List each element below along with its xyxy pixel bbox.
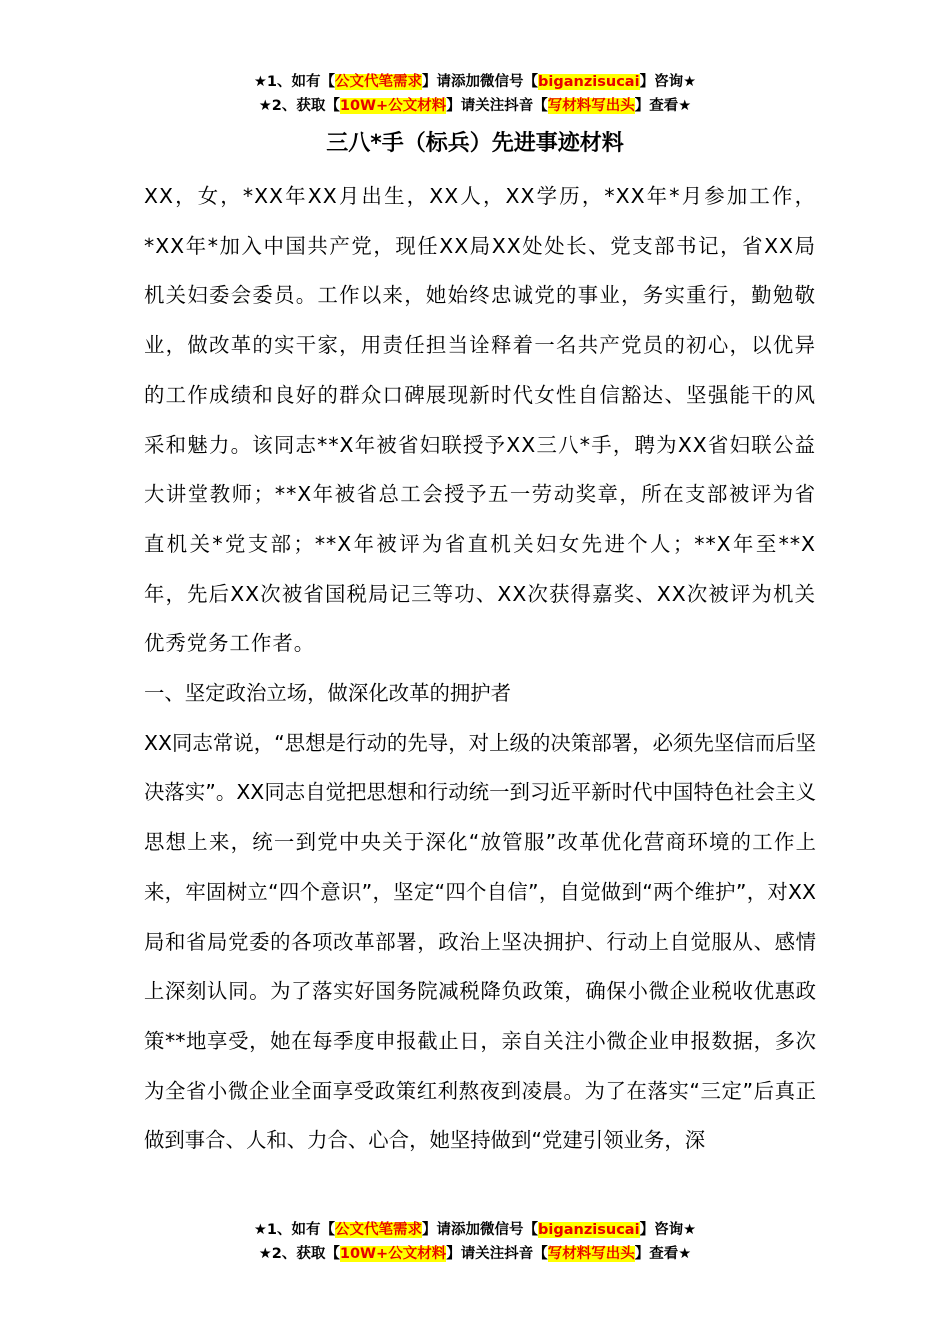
document-body — [144, 172, 816, 1166]
body-paragraph: XX同志常说，“思想是行动的先导，对上级的决策部署，必须先坚信而后坚决落实”。XX同志自觉把思想和行动统一到习近平新时代中国特色社会主义思想上来，统一到党中央关于深化“放管服”改革优化营商环境的工作上来，牢固树立“四个意识”，坚定“四个自信”，自觉做到“两个维护”，对XX局和省局党委的各项改革部署，政治上坚决拥护、行动上自觉服从、感情上深刻认同。为了落实好国务院减税降负政策，确保小微企业税收优惠政策**地享受，她在每季度申报截止日，亲自关注小微企业申报数据，多次为全省小微企业全面享受政策红利熬夜到凌晨。为了在落实“三定”后真正做到事合、人和、力合、心合，她坚持做到“党建引领业务，深 — [144, 730, 816, 1153]
promo-highlight: 公文代笔需求 — [335, 74, 423, 90]
promo-text: 】请关注抖音【 — [446, 1246, 548, 1262]
promo-highlight: biganzisucai — [538, 1222, 640, 1238]
promo-text: 】请关注抖音【 — [446, 98, 548, 114]
body-paragraph: XX，女，*XX年XX月出生，XX人，XX学历，*XX年*月参加工作，*XX年*加入中国共产党，现任XX局XX处处长、党支部书记，省XX局机关妇委会委员。工作以来，她始终忠诚党的事业，务实重行，勤勉敬业，做改革的实干家，用责任担当诠释着一名共产党员的初心，以优异的工作成绩和良好的群众口碑展现新时代女性自信豁达、坚强能干的风采和魅力。该同志**X年被省妇联授予XX三八*手，聘为XX省妇联公益大讲堂教师；**X年被省总工会授予五一劳动奖章，所在支部被评为省直机关*党支部；**X年被评为省直机关妇女先进个人；**X年至**X年，先后XX次被省国税局记三等功、XX次获得嘉奖、XX次被评为机关优秀党务工作者。 — [144, 184, 816, 656]
promo-highlight: 公文代笔需求 — [335, 1222, 423, 1238]
promo-line-1 — [0, 70, 950, 94]
top-promo-banner — [0, 70, 950, 118]
promo-highlight: biganzisucai — [538, 74, 640, 90]
promo-text: ★1、如有【 — [253, 1222, 336, 1238]
promo-line-2 — [0, 94, 950, 118]
promo-text: ★2、获取【 — [258, 98, 340, 114]
promo-line-1 — [0, 1218, 950, 1242]
promo-text: 】咨询★ — [639, 1222, 697, 1238]
bottom-promo-banner — [0, 1218, 950, 1266]
section-heading: 一、坚定政治立场，做深化改革的拥护者 — [144, 681, 512, 706]
document-title: 三八*手（标兵）先进事迹材料 — [326, 131, 624, 156]
promo-text: ★2、获取【 — [258, 1246, 340, 1262]
promo-text: 】请添加微信号【 — [422, 1222, 539, 1238]
promo-highlight: 写材料写出头 — [547, 1246, 635, 1262]
promo-text: ★1、如有【 — [253, 74, 336, 90]
promo-text: 】请添加微信号【 — [422, 74, 539, 90]
promo-text: 】查看★ — [634, 98, 692, 114]
promo-text: 】咨询★ — [639, 74, 697, 90]
promo-highlight: 写材料写出头 — [547, 98, 635, 114]
promo-highlight: 10W+公文材料 — [339, 1246, 447, 1262]
promo-text: 】查看★ — [634, 1246, 692, 1262]
promo-highlight: 10W+公文材料 — [339, 98, 447, 114]
promo-line-2 — [0, 1242, 950, 1266]
